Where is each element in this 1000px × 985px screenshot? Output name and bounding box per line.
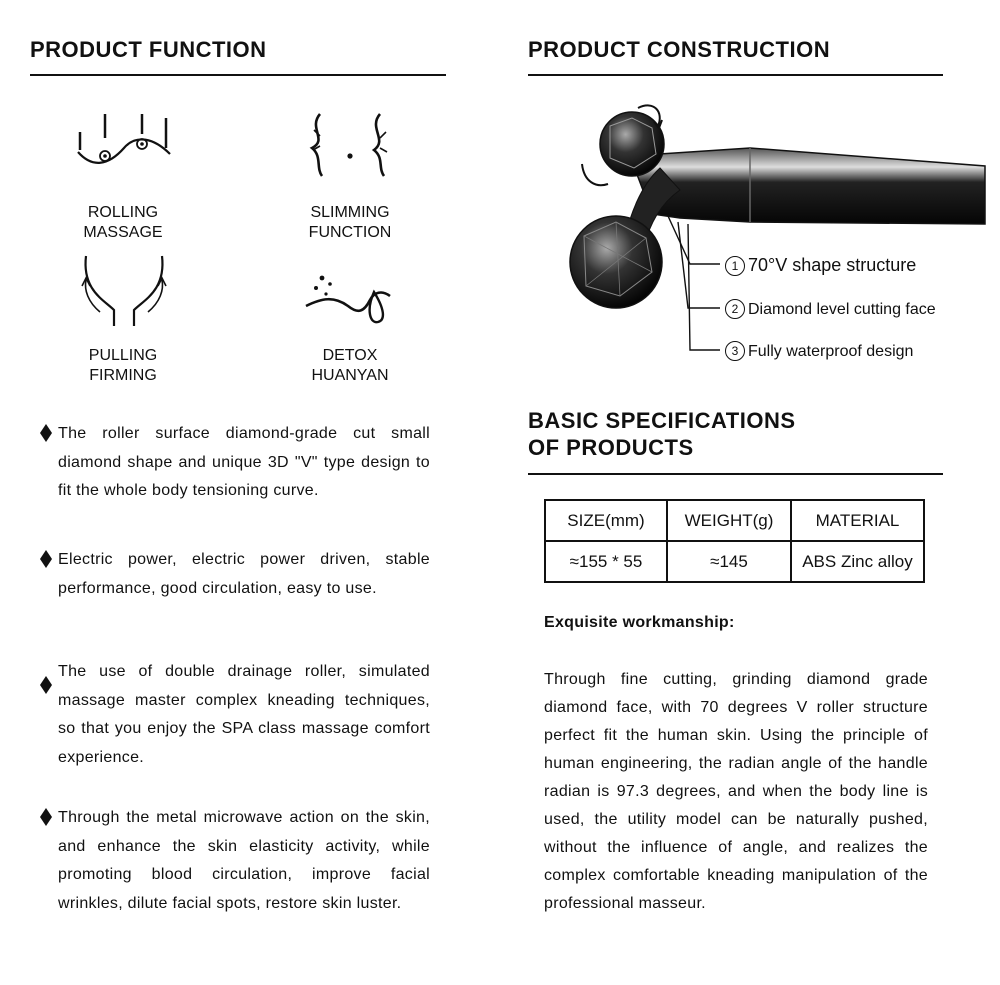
callout-number: 3	[725, 341, 745, 361]
workmanship-text: Through fine cutting, grinding diamond grade diamond face, with 70 degrees V roller structure perfect fit the human skin. Using the principle of human engineering, the radian angle of the handle radian is 97.3 degrees, and when the body line is used, the utility model can be naturally pushed, without the influence of angle, and realizes the complex comfortable kneading manipulation of the professional masseur.	[544, 671, 928, 912]
function-slimming	[270, 203, 430, 243]
function-rolling-massage	[43, 203, 203, 243]
specifications-table	[544, 499, 925, 583]
callout-text: Diamond level cutting face	[748, 301, 936, 318]
feature-bullet-text: Electric power, electric power driven, stable performance, good circulation, easy to use.	[58, 551, 430, 597]
callout-number: 1	[725, 256, 745, 276]
table-header-material: MATERIAL	[791, 500, 924, 541]
function-detox	[270, 346, 430, 386]
callout-number: 2	[725, 299, 745, 319]
function-label-line2: FIRMING	[89, 367, 157, 384]
callout-cutting-face	[725, 299, 936, 319]
product-construction-title: PRODUCT CONSTRUCTION	[528, 37, 831, 62]
slimming-function-icon	[300, 106, 400, 180]
feature-bullet-text: The use of double drainage roller, simulated massage master complex kneading techniques, so that you enjoy the SPA class massage comfort experience.	[58, 663, 430, 766]
callout-waterproof	[725, 341, 913, 361]
table-header-weight: WEIGHT(g)	[667, 500, 791, 541]
basic-specifications-rule	[528, 473, 943, 475]
spec-title-line2: OF PRODUCTS	[528, 434, 694, 460]
function-label-line2: HUANYAN	[311, 367, 389, 384]
feature-bullet	[40, 658, 430, 772]
spec-title-line1: BASIC SPECIFICATIONS	[528, 408, 796, 433]
diamond-bullet-icon	[40, 676, 52, 694]
callout-text: 70°V shape structure	[748, 255, 917, 275]
function-label-line1: ROLLING	[87, 204, 159, 221]
function-label-line2: MASSAGE	[83, 224, 163, 241]
pulling-firming-icon	[74, 250, 174, 332]
table-cell-size: ≈155 * 55	[545, 541, 667, 582]
feature-bullet	[40, 804, 430, 918]
table-cell-material: ABS Zinc alloy	[791, 541, 924, 582]
feature-bullet-text: Through the metal microwave action on the skin, and enhance the skin elasticity activity, while promoting blood circulation, improve facial wrinkles, dilute facial spots, restore skin luster.	[58, 809, 430, 912]
function-label-line1: DETOX	[322, 347, 378, 364]
product-function-title: PRODUCT FUNCTION	[30, 37, 267, 62]
diamond-bullet-icon	[40, 424, 52, 442]
diamond-bullet-icon	[40, 808, 52, 826]
feature-bullet	[40, 420, 430, 506]
function-pulling-firming	[43, 346, 203, 386]
detox-icon	[300, 266, 400, 330]
basic-specifications-title	[528, 408, 796, 462]
function-label-line1: PULLING	[88, 347, 158, 364]
rolling-massage-icon	[74, 108, 174, 174]
diamond-bullet-icon	[40, 550, 52, 568]
product-function-rule	[30, 74, 446, 76]
table-header-row	[545, 500, 924, 541]
roller-product-image	[560, 96, 990, 366]
table-row	[545, 541, 924, 582]
table-cell-weight: ≈145	[667, 541, 791, 582]
function-label-line2: FUNCTION	[308, 224, 392, 241]
workmanship-title: Exquisite workmanship:	[544, 614, 735, 631]
table-header-size: SIZE(mm)	[545, 500, 667, 541]
function-label-line1: SLIMMING	[310, 204, 390, 221]
callout-text: Fully waterproof design	[748, 343, 914, 360]
feature-bullet-text: The roller surface diamond-grade cut small diamond shape and unique 3D "V" type design to fit the whole body tensioning curve.	[58, 425, 430, 499]
product-construction-rule	[528, 74, 943, 76]
feature-bullet	[40, 546, 430, 603]
callout-v-shape	[725, 255, 916, 276]
